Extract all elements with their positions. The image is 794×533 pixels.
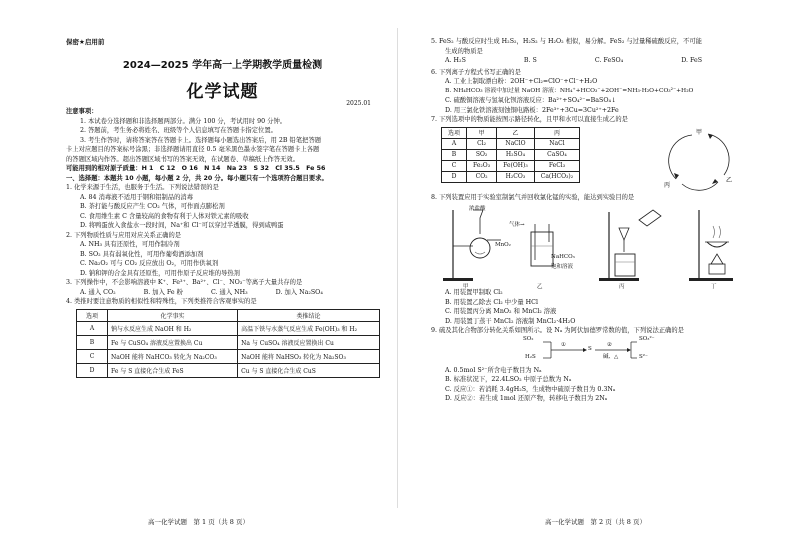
section-1-heading: 一、选择题：本题共 10 小题，每小题 2 分，共 20 分。每小题只有一个选项符合题目要求。 bbox=[66, 174, 328, 182]
table-cell: Fe(OH)₃ bbox=[497, 160, 535, 171]
label-saturated: 饱和溶液 bbox=[551, 264, 574, 270]
q5-option-a: A. H₂S bbox=[445, 57, 466, 64]
q2-option-a: A. NH₃ 具有还原性，可用作制冷剂 bbox=[80, 241, 180, 248]
q7-stem: 7. 下列选项中的物质能按图示路径转化，且甲和水可以直接生成乙的是 bbox=[431, 116, 628, 123]
label-sulfite: SO₃²⁻ bbox=[639, 335, 655, 342]
label-conc-hcl: 浓盐酸 bbox=[469, 206, 486, 212]
notice-3-cont: 卡上对应题目的答案标号涂黑；非选择题请用直径 0.5 毫米黑色墨水签字笔在答题卡上各题 bbox=[66, 146, 320, 153]
table-row bbox=[442, 171, 580, 182]
q3-option-d: D. 加入 Na₂SO₄ bbox=[275, 288, 323, 296]
label-sulfur: S bbox=[588, 345, 592, 352]
table-cell: C bbox=[442, 160, 467, 171]
q1-option-a: A. 84 消毒液不适用于钢和铝制品的消毒 bbox=[80, 193, 194, 201]
notice-title: 注意事项： bbox=[66, 108, 98, 115]
page-2-footer: 高一化学试题 第 2 页（共 8 页） bbox=[544, 518, 647, 526]
q1-stem: 1. 化学来源于生活，也服务于生活。下列说法错误的是 bbox=[66, 184, 219, 191]
exam-title: 2024—2025 学年高一上学期教学质量检测 bbox=[122, 60, 323, 71]
secret-mark: 保密★启用前 bbox=[66, 38, 105, 46]
q2-option-b: B. SO₂ 具有弱氧化性，可用作葡萄酒添加剂 bbox=[80, 250, 204, 258]
notice-3-cont2: 的答题区域内作答。超出答题区域书写的答案无效，在试题卷、草稿纸上作答无效。 bbox=[66, 155, 299, 163]
atomic-mass: 可能用到的相对原子质量：H 1 C 12 O 16 N 14 Na 23 S 32 Cl 35.5 Fe 56 bbox=[66, 165, 326, 172]
q6-stem: 6. 下列离子方程式书写正确的是 bbox=[431, 68, 521, 76]
table-cell: 钠与水反应生成 NaOH 和 H₂ bbox=[108, 321, 238, 335]
q9-option-b: B. 标准状况下，22.4LSO₂ 中原子总数为 Nₐ bbox=[445, 376, 572, 383]
label-so2: SO₂ bbox=[523, 335, 534, 342]
table-row bbox=[77, 349, 380, 363]
q8-option-a: A. 用装置甲制取 Cl₂ bbox=[445, 289, 503, 296]
q7-block bbox=[431, 127, 774, 193]
table-row bbox=[77, 335, 380, 349]
table-cell: D bbox=[442, 171, 467, 182]
q1-option-b: B. 茶打能与酸反应产生 CO₂ 气体，可作面点膨松剂 bbox=[80, 203, 225, 210]
table-cell: H₂CO₃ bbox=[497, 171, 535, 182]
q1-option-c: C. 食用维生素 C 含量较高的食物有利于人体对铁元素的吸收 bbox=[80, 212, 249, 220]
notice-1: 1. 本试卷分选择题和非选择题两部分。满分 100 分，考试用时 90 分钟。 bbox=[80, 117, 287, 125]
cycle-node-c: 丙 bbox=[664, 181, 671, 189]
q3-option-a: A. 通入 CO₂ bbox=[80, 288, 116, 296]
cycle-node-b: 乙 bbox=[726, 176, 733, 184]
q9-scheme bbox=[431, 336, 774, 366]
table-cell: SO₂ bbox=[467, 149, 497, 160]
table-row bbox=[442, 160, 580, 171]
label-apparatus-b: 乙 bbox=[537, 284, 543, 290]
table-cell: NaClO bbox=[497, 138, 535, 149]
table-cell: Fe 与 CuSO₄ 溶液反应置换出 Cu bbox=[108, 335, 238, 349]
q5-option-c: C. FeSO₄ bbox=[594, 57, 624, 64]
subject-title: 化学试题 bbox=[186, 82, 259, 102]
notice-3: 3. 考生作答时，请将答案答在答题卡上。选择题每小题选出答案后，用 2B 铅笔把答题 bbox=[80, 136, 322, 144]
table-cell: NaCl bbox=[534, 138, 579, 149]
label-reaction-2: ② bbox=[607, 341, 612, 348]
q8-stem: 8. 下列装置应用于实验室制氯气并回收氯化锰的实验，能达到实验目的是 bbox=[431, 193, 635, 201]
q8-option-b: B. 用装置乙除去 Cl₂ 中少量 HCl bbox=[445, 298, 538, 306]
table-cell: Cl₂ bbox=[467, 138, 497, 149]
q5-stem: 5. FeS₂ 与酸反应时生成 H₂S₂，H₂S₂ 与 H₂O₂ 相似，易分解。FeS₂ 与过量稀硫酸反应，不可能 bbox=[431, 38, 702, 45]
exam-page-2 bbox=[397, 0, 794, 533]
table-cell: Ca(HCO₃)₂ bbox=[534, 171, 579, 182]
q3-options bbox=[66, 288, 379, 298]
q4-header-option: 选项 bbox=[77, 309, 108, 321]
table-cell: NaOH 能将 NaHCO₃ 转化为 Na₂CO₃ bbox=[108, 349, 238, 363]
q7-table bbox=[441, 127, 580, 183]
q8-option-c: C. 用装置丙分离 MnO₂ 和 MnCl₂ 溶液 bbox=[445, 308, 557, 315]
table-row bbox=[77, 321, 380, 335]
label-mno2: MnO₂ bbox=[495, 242, 511, 248]
q4-stem: 4. 类推时要注意物质的相似性和特殊性，下列类推符合客观事实的是 bbox=[66, 298, 257, 305]
q6-option-c: C. 硫酸铜溶液与氢氧化钡溶液反应：Ba²⁺+SO₄²⁻=BaSO₄↓ bbox=[445, 97, 617, 104]
table-cell: A bbox=[442, 138, 467, 149]
table-cell: B bbox=[77, 335, 108, 349]
q4-table bbox=[76, 309, 380, 378]
notice-2: 2. 答题前，考生务必将姓名、班级等个人信息填写在答题卡指定位置。 bbox=[80, 127, 277, 134]
q6-option-d: D. 用三氯化铁溶液刻蚀铜电路板：2Fe³⁺+3Cu=3Cu²⁺+2Fe bbox=[445, 106, 619, 114]
table-cell: Fe₂O₃ bbox=[467, 160, 497, 171]
table-cell: C bbox=[77, 349, 108, 363]
label-h2s: H₂S bbox=[525, 353, 536, 360]
table-cell: 高温下铁与水蒸气反应生成 Fe(OH)₃ 和 H₂ bbox=[238, 321, 380, 335]
label-base-heat: 碱、△ bbox=[603, 353, 619, 360]
table-cell: Fe 与 S 直接化合生成 FeS bbox=[108, 363, 238, 377]
q2-option-c: C. Na₂O₂ 可与 CO₂ 反应放出 O₂，可用作供氧剂 bbox=[80, 260, 219, 267]
q9-option-d: D. 反应②：若生成 1mol 还原产物，转移电子数目为 2Nₐ bbox=[445, 395, 608, 402]
q7-header-option: 选项 bbox=[442, 127, 467, 138]
q5-option-b: B. S bbox=[523, 57, 537, 64]
label-sulfide: S²⁻ bbox=[639, 353, 648, 360]
q4-header-fact: 化学事实 bbox=[108, 309, 238, 321]
q2-stem: 2. 下列物质性质与应用对应关系正确的是 bbox=[66, 231, 182, 239]
q3-option-b: B. 加入 Fe 粉 bbox=[143, 288, 183, 296]
page-1-footer: 高一化学试题 第 1 页（共 8 页） bbox=[147, 518, 250, 526]
label-apparatus-c: 丙 bbox=[619, 284, 625, 290]
table-cell: Cu 与 S 直接化合生成 CuS bbox=[238, 363, 380, 377]
q9-stem: 9. 硫及其化合物部分转化关系如图所示。设 Nₐ 为阿伏加德罗常数的值，下列说法正确的是 bbox=[431, 327, 684, 334]
q9-option-c: C. 反应①：若消耗 3.4gH₂S，生成物中硫原子数目为 0.3Nₐ bbox=[445, 385, 616, 393]
table-cell: Na 与 CuSO₄ 溶液反应置换出 Cu bbox=[238, 335, 380, 349]
q5-options bbox=[431, 56, 774, 66]
label-apparatus-a: 甲 bbox=[463, 284, 469, 290]
q2-option-d: D. 钠和钾的合金具有还原性，可用作原子反应堆的导热剂 bbox=[80, 269, 240, 277]
table-cell: H₂SO₄ bbox=[497, 149, 535, 160]
q6-option-b: B. NH₄HCO₃ 溶液中加过量 NaOH 溶液：NH₄⁺+HCO₃⁻+2OH⁻=NH₃·H₂O+CO₃²⁻+H₂O bbox=[445, 87, 694, 94]
q7-header-row bbox=[442, 127, 580, 138]
table-cell: D bbox=[77, 363, 108, 377]
q6-option-a: A. 工业上制取漂白粉：2OH⁻+Cl₂=ClO⁻+Cl⁻+H₂O bbox=[445, 78, 598, 85]
q3-stem: 3. 下列操作中，不会影响溶液中 K⁺、Fe³⁺、Ba²⁺、Cl⁻、NO₃⁻等离子大量共存的是 bbox=[66, 279, 303, 286]
q5-option-d: D. FeS bbox=[681, 57, 703, 64]
exam-date: 2025.01 bbox=[346, 100, 371, 107]
q7-header-b: 乙 bbox=[497, 127, 535, 138]
cycle-node-a: 甲 bbox=[696, 128, 703, 136]
table-row bbox=[77, 363, 380, 377]
q8-apparatus bbox=[431, 202, 774, 288]
table-cell: A bbox=[77, 321, 108, 335]
q7-header-c: 丙 bbox=[534, 127, 579, 138]
table-cell: NaOH 能将 NaHSO₃ 转化为 Na₂SO₃ bbox=[238, 349, 380, 363]
lab-apparatus-illustration bbox=[439, 202, 769, 288]
q4-header-conclusion: 类推结论 bbox=[238, 309, 380, 321]
q4-header-row bbox=[77, 309, 380, 321]
table-row bbox=[442, 149, 580, 160]
label-reaction-1: ① bbox=[561, 341, 566, 348]
q7-cycle-diagram bbox=[646, 127, 756, 191]
label-gas: 气体→ bbox=[509, 222, 525, 228]
table-cell: B bbox=[442, 149, 467, 160]
q8-option-d: D. 用装置丁蒸干 MnCl₂ 溶液制 MnCl₂·4H₂O bbox=[445, 317, 576, 325]
table-cell: CaSO₄ bbox=[534, 149, 579, 160]
table-cell: FeCl₃ bbox=[534, 160, 579, 171]
q7-header-a: 甲 bbox=[467, 127, 497, 138]
table-row bbox=[442, 138, 580, 149]
q3-option-c: C. 通入 NH₃ bbox=[210, 288, 248, 296]
q5-stem-cont: 生成的物质是 bbox=[445, 47, 483, 55]
label-apparatus-d: 丁 bbox=[711, 284, 717, 290]
q9-option-a: A. 0.5mol S²⁻所含电子数目为 Nₐ bbox=[445, 366, 542, 374]
table-cell: CO₂ bbox=[467, 171, 497, 182]
q1-option-d: D. 将鸭蛋放入食盐水一段时间，Na⁺和 Cl⁻可以穿过半透膜，得到咸鸭蛋 bbox=[80, 222, 284, 229]
label-nahco3: NaHCO₃ bbox=[551, 254, 575, 260]
